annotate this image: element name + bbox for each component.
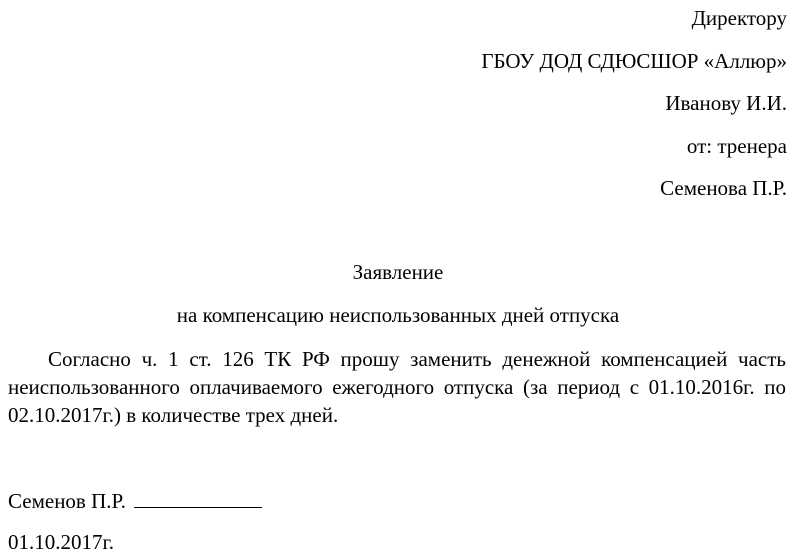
signature-name: Семенов П.Р. [8, 489, 126, 513]
signature-date: 01.10.2017г. [8, 530, 114, 554]
addressee-position: Директору [691, 6, 787, 30]
body-paragraph: Согласно ч. 1 ст. 126 ТК РФ прошу заменить денежной компенсацией часть неиспользованного оплачиваемого ежегодного отпуска (за период с 01.10.2016г. по 02.10.2017г.) в количестве трех дней. [8, 347, 786, 427]
addressee-organization: ГБОУ ДОД СДЮСШОР «Аллюр» [481, 49, 787, 73]
sender-name: Семенова П.Р. [660, 176, 787, 200]
sender-role: от: тренера [686, 134, 787, 158]
document-subtitle: на компенсацию неиспользованных дней отпуска [176, 303, 620, 327]
signature-line [8, 488, 262, 513]
addressee-name: Иванову И.И. [665, 91, 787, 115]
document-title: Заявление [352, 260, 444, 284]
signature-blank [134, 488, 262, 508]
